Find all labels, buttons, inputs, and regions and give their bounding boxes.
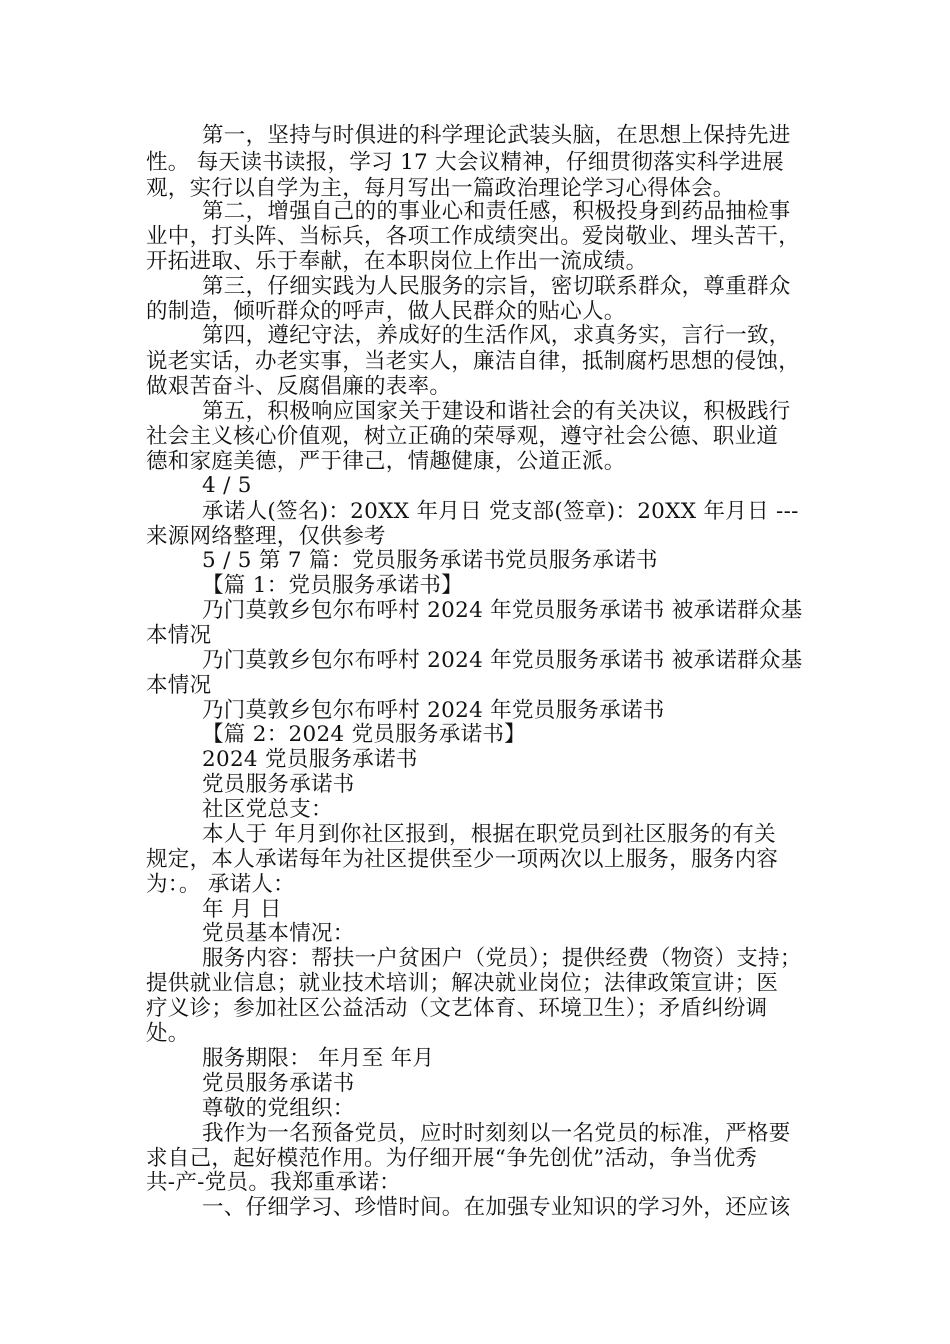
text-line: 做艰苦奋斗、反腐倡廉的表率。 [146, 374, 452, 399]
text-line: 开拓进取、乐于奉献，在本职岗位上作出一流成绩。 [146, 249, 648, 274]
text-line: 说老实话，办老实事，当老实人，廉洁自律，抵制腐朽思想的侵蚀， [146, 349, 801, 374]
text-line: 尊敬的党组织： [202, 1096, 355, 1121]
text-line: 第一，坚持与时俱进的科学理论武装头脑，在思想上保持先进 [202, 123, 791, 148]
text-line: 本人于 年月到你社区报到，根据在职党员到社区服务的有关 [202, 822, 776, 847]
text-line: 乃门莫敦乡包尔布呼村 2024 年党员服务承诺书 被承诺群众基 [202, 598, 803, 623]
text-line: 求自己，起好模范作用。为仔细开展“争先创优”活动，争当优秀 [146, 1146, 758, 1171]
text-line: 第四，遵纪守法，养成好的生活作风，求真务实，言行一致， [202, 323, 791, 348]
text-line: 一、仔细学习、珍惜时间。在加强专业知识的学习外，还应该 [202, 1195, 791, 1220]
text-line: 年 月 日 [202, 897, 282, 922]
text-line: 处。 [146, 1021, 190, 1046]
text-line: 第二，增强自己的的事业心和责任感，积极投身到药品抽检事 [202, 199, 791, 224]
text-line: 承诺人(签名)：20XX 年月日 党支部(签章)：20XX 年月日 --- [202, 499, 799, 524]
section-heading: 【篇 2：2024 党员服务承诺书】 [202, 722, 526, 747]
text-line: 德和家庭美德，严于律己，情趣健康，公道正派。 [146, 449, 626, 474]
text-line: 服务内容：帮扶一户贫困户（党员）；提供经费（物资）支持； [202, 946, 802, 971]
text-line: 党员服务承诺书 [202, 772, 355, 797]
text-line: 疗义诊；参加社区公益活动（文艺体育、环境卫生）；矛盾纠纷调 [146, 996, 768, 1021]
text-line: 为：。 承诺人： [146, 872, 295, 897]
text-line: 共-产-党员。我郑重承诺： [146, 1170, 401, 1195]
section-heading: 【篇 1：党员服务承诺书】 [202, 573, 463, 598]
text-line: 的制造，倾听群众的呼声，做人民群众的贴心人。 [146, 299, 626, 324]
text-line: 来源网络整理，仅供参考 [146, 524, 386, 549]
text-line: 社区党总支： [202, 797, 333, 822]
text-line: 第五，积极响应国家关于建设和谐社会的有关决议，积极践行 [202, 399, 791, 424]
text-line: 服务期限： 年月至 年月 [202, 1046, 435, 1071]
text-line: 本情况 [146, 623, 212, 648]
text-line: 我作为一名预备党员，应时时刻刻以一名党员的标准，严格要 [202, 1121, 791, 1146]
text-line: 性。 每天读书读报，学习 17 大会议精神，仔细贯彻落实科学进展 [146, 150, 784, 175]
text-line: 党员基本情况： [202, 921, 355, 946]
text-line: 业中，打头阵、当标兵，各项工作成绩突出。爱岗敬业、埋头苦干， [146, 224, 801, 249]
page-number: 4 / 5 [202, 473, 252, 498]
text-line: 党员服务承诺书 [202, 1071, 355, 1096]
text-line: 本情况 [146, 673, 212, 698]
text-line: 2024 党员服务承诺书 [202, 747, 418, 772]
text-line: 提供就业信息；就业技术培训；解决就业岗位；法律政策宣讲；医 [146, 971, 779, 996]
text-line: 5 / 5 第 7 篇：党员服务承诺书党员服务承诺书 [202, 548, 658, 573]
text-line: 乃门莫敦乡包尔布呼村 2024 年党员服务承诺书 被承诺群众基 [202, 648, 803, 673]
text-line: 第三，仔细实践为人民服务的宗旨，密切联系群众，尊重群众 [202, 274, 791, 299]
text-line: 观，实行以自学为主，每月写出一篇政治理论学习心得体会。 [146, 176, 735, 201]
text-line: 规定，本人承诺每年为社区提供至少一项两次以上服务，服务内容 [146, 847, 779, 872]
text-line: 社会主义核心价值观，树立正确的荣辱观，遵守社会公德、职业道 [146, 424, 779, 449]
text-line: 乃门莫敦乡包尔布呼村 2024 年党员服务承诺书 [202, 698, 665, 723]
